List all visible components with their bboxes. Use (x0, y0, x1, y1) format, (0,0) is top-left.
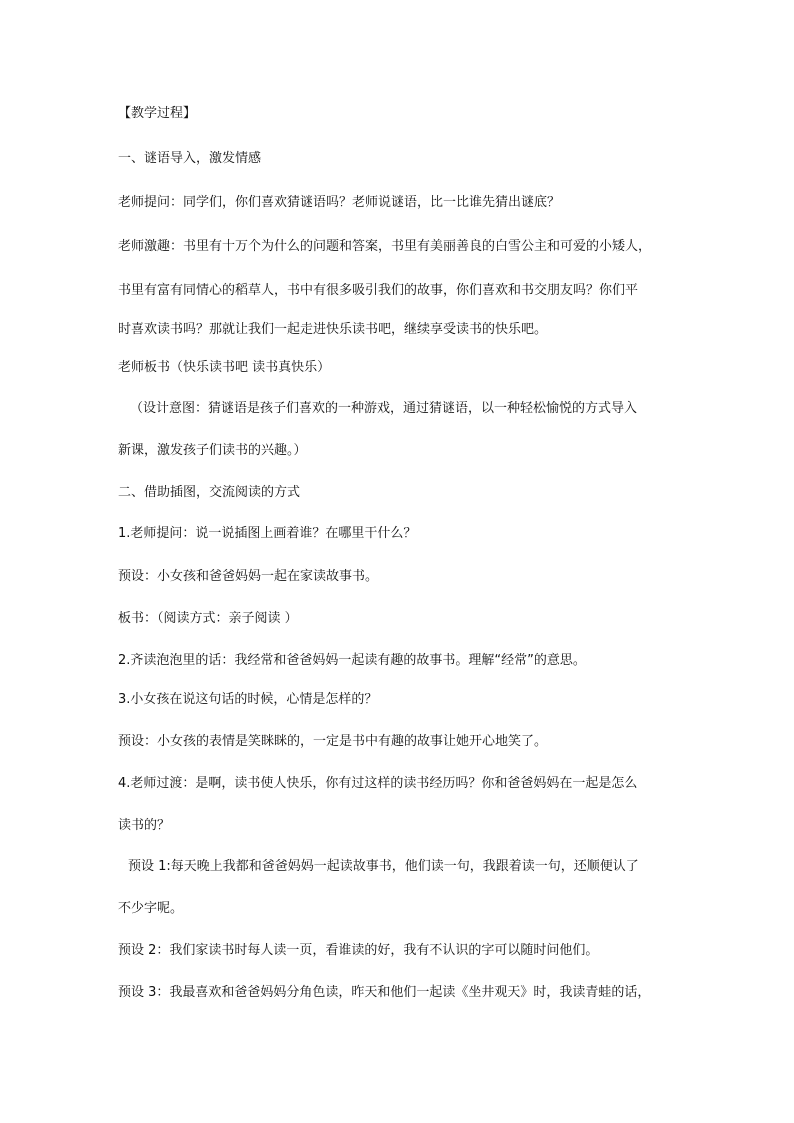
paragraph-line: 读书的？ (118, 818, 171, 833)
paragraph-line: 时喜欢读书吗？那就让我们一起走进快乐读书吧，继续享受读书的快乐吧。 (118, 322, 548, 337)
paragraph-line: 2.齐读泡泡里的话：我经常和爸爸妈妈一起读有趣的故事书。理解“经常”的意思。 (118, 653, 586, 668)
paragraph-line: 老师激趣：书里有十万个为什么的问题和答案，书里有美丽善良的白雪公主和可爱的小矮人， (118, 239, 652, 254)
section-heading-riddle-intro: 一、谜语导入，激发情感 (118, 151, 262, 166)
paragraph-line: 板书：（阅读方式：亲子阅读 ） (118, 611, 298, 626)
paragraph-line: 预设：小女孩和爸爸妈妈一起在家读故事书。 (118, 569, 379, 584)
paragraph-line: 3.小女孩在说这句话的时候，心情是怎样的？ (118, 692, 378, 707)
paragraph-line: 老师板书（快乐读书吧 读书真快乐） (118, 360, 331, 375)
paragraph-line: 老师提问：同学们，你们喜欢猜谜语吗？老师说谜语，比一比谁先猜出谜底？ (118, 195, 561, 210)
paragraph-line: 书里有富有同情心的稻草人，书中有很多吸引我们的故事，你们喜欢和书交朋友吗？你们平 (118, 283, 639, 298)
paragraph-line: 4.老师过渡：是啊，读书使人快乐，你有过这样的读书经历吗？你和爸爸妈妈在一起是怎么 (118, 776, 638, 791)
section-heading-teaching-process: 【教学过程】 (118, 106, 197, 121)
paragraph-line: 预设：小女孩的表情是笑眯眯的，一定是书中有趣的故事让她开心地笑了。 (118, 734, 548, 749)
design-intent-note: （设计意图：猜谜语是孩子们喜欢的一种游戏，通过猜谜语，以一种轻松愉悦的方式导入 (130, 401, 638, 416)
paragraph-line: 新课，激发孩子们读书的兴趣。） (118, 443, 307, 458)
paragraph-line: 不少字呢。 (118, 901, 184, 916)
paragraph-line: 预设 1:每天晚上我都和爸爸妈妈一起读故事书，他们读一句，我跟着读一句，还顺便认了 (128, 859, 639, 874)
paragraph-line: 预设 3：我最喜欢和爸爸妈妈分角色读，昨天和他们一起读《坐井观天》时，我读青蛙的话， (118, 985, 651, 1000)
paragraph-line: 预设 2：我们家读书时每人读一页，看谁读的好，我有不认识的字可以随时问他们。 (118, 943, 599, 958)
section-heading-illustration: 二、借助插图，交流阅读的方式 (118, 485, 301, 500)
paragraph-line: 1.老师提问：说一说插图上画着谁？在哪里干什么？ (118, 526, 417, 541)
